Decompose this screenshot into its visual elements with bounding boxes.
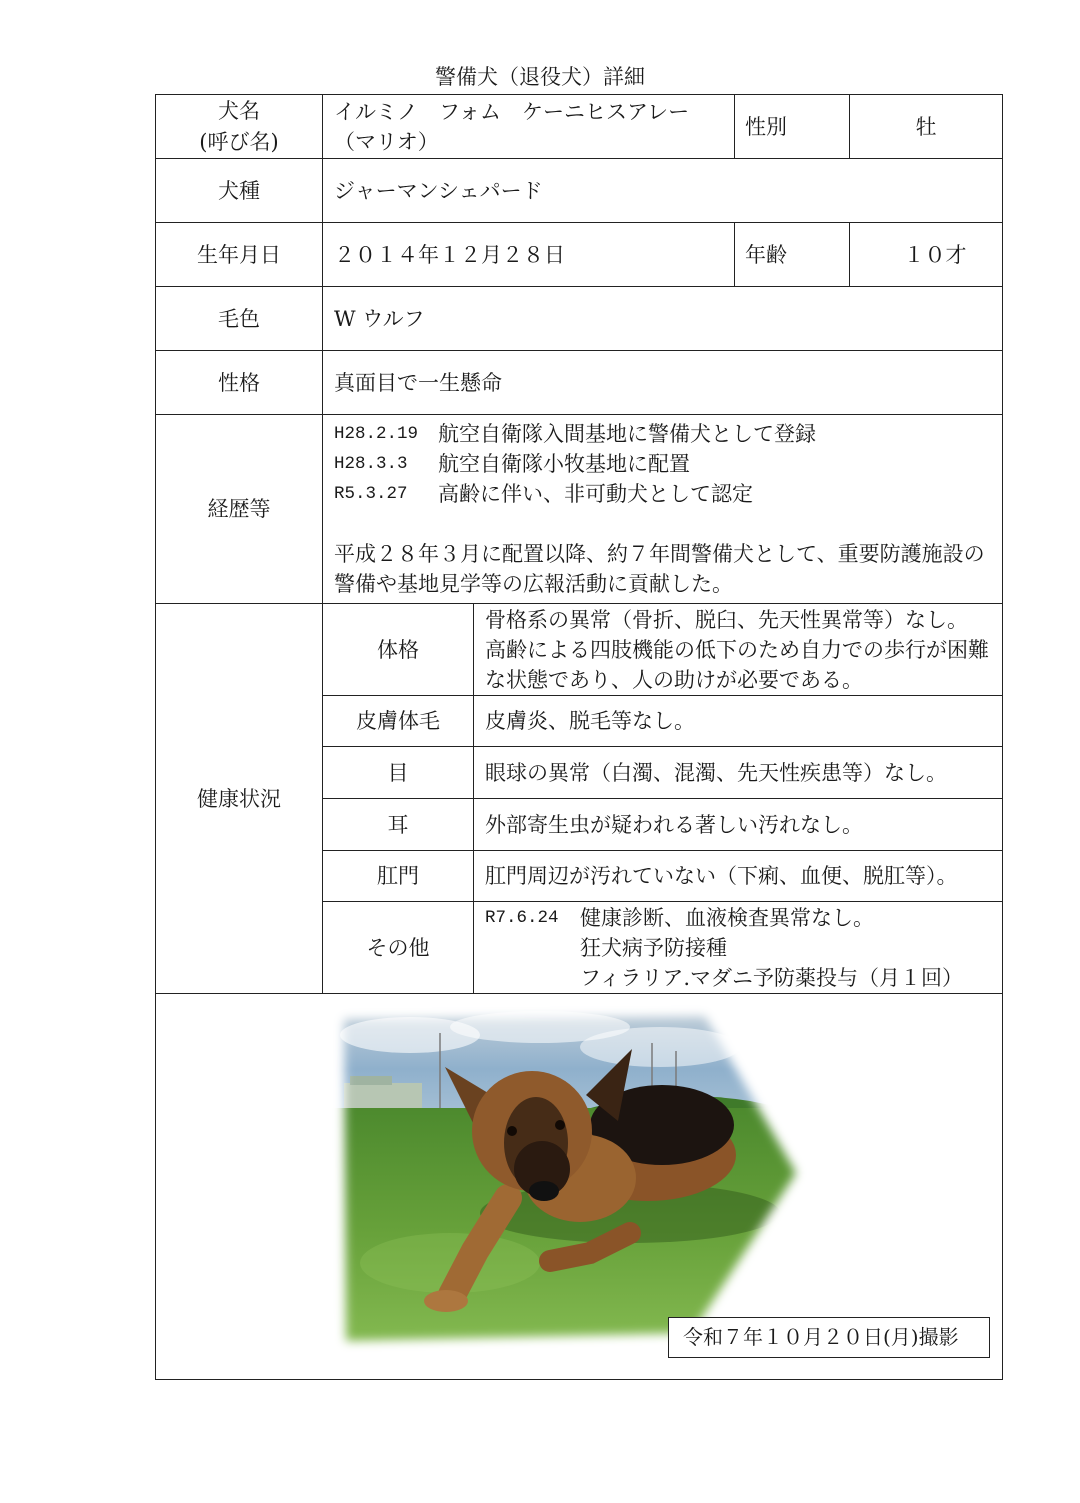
dog-eye bbox=[507, 1126, 517, 1136]
history-entry-text: 高齢に伴い、非可動犬として認定 bbox=[438, 482, 753, 506]
age-value: １０才 bbox=[903, 242, 967, 267]
health-physique-line: な状態であり、人の助けが必要である。 bbox=[485, 667, 863, 692]
health-other-line: フィラリア.マダニ予防薬投与（月１回） bbox=[580, 965, 963, 990]
health-skin-value: 皮膚炎、脱毛等なし。 bbox=[485, 709, 695, 733]
health-skin-label: 皮膚体毛 bbox=[356, 709, 440, 733]
history-entry bbox=[334, 419, 816, 449]
breed-label-cell bbox=[155, 158, 323, 223]
health-item-label-cell bbox=[322, 695, 474, 747]
registered-name: イルミノ フォム ケーニヒスアレー bbox=[334, 99, 690, 124]
health-other-line bbox=[485, 903, 874, 933]
history-entry-date: R5.3.27 bbox=[334, 484, 408, 504]
breed-value: ジャーマンシェパード bbox=[334, 178, 543, 203]
birthdate-label: 生年月日 bbox=[197, 242, 281, 267]
coat-color-value-cell bbox=[322, 286, 1003, 351]
health-item-value-cell bbox=[473, 603, 1003, 696]
dog-nose bbox=[529, 1181, 559, 1201]
history-entry bbox=[334, 479, 753, 509]
temperament-value: 真面目で一生懸命 bbox=[334, 370, 502, 395]
sex-value: 牡 bbox=[915, 114, 937, 139]
health-item-value-cell bbox=[473, 850, 1003, 902]
health-other-line: 狂犬病予防接種 bbox=[580, 935, 727, 960]
name-value-cell bbox=[322, 94, 735, 159]
health-item-label-cell bbox=[322, 746, 474, 799]
health-other-label: その他 bbox=[366, 935, 430, 960]
health-label-cell bbox=[155, 603, 323, 994]
history-entry-text: 航空自衛隊小牧基地に配置 bbox=[438, 452, 690, 476]
health-physique-line: 骨格系の異常（骨折、脱臼、先天性異常等）なし。 bbox=[485, 607, 968, 632]
photo-caption: 令和７年１０月２０日(月)撮影 bbox=[668, 1317, 990, 1358]
health-ears-label: 耳 bbox=[387, 812, 409, 837]
dog-photo bbox=[330, 1003, 810, 1353]
birthdate-label-cell bbox=[155, 222, 323, 287]
history-summary-line: 平成２８年３月に配置以降、約７年間警備犬として、重要防護施設の bbox=[334, 542, 985, 566]
age-value-cell bbox=[849, 222, 1003, 287]
history-value-cell bbox=[322, 414, 1003, 604]
history-label: 経歴等 bbox=[207, 497, 271, 521]
sex-label-cell bbox=[734, 94, 850, 159]
age-label-cell bbox=[734, 222, 850, 287]
history-label-cell bbox=[155, 414, 323, 604]
history-entry bbox=[334, 449, 690, 479]
history-entry-date: H28.2.19 bbox=[334, 424, 419, 444]
temperament-label: 性格 bbox=[218, 370, 260, 395]
call-name: （マリオ） bbox=[334, 129, 439, 154]
birthdate-value: ２０１４年１２月２８日 bbox=[334, 242, 565, 267]
history-entry-text: 航空自衛隊入間基地に警備犬として登録 bbox=[438, 422, 816, 446]
health-item-value-cell bbox=[473, 901, 1003, 994]
coat-color-value: W ウルフ bbox=[334, 306, 425, 331]
name-label-cell bbox=[155, 94, 323, 159]
dog-paw bbox=[424, 1290, 468, 1312]
health-eyes-value: 眼球の異常（白濁、混濁、先天性疾患等）なし。 bbox=[485, 760, 947, 785]
sex-label: 性別 bbox=[745, 114, 787, 139]
history-entry-date: H28.3.3 bbox=[334, 454, 408, 474]
health-anus-value: 肛門周辺が汚れていない（下痢、血便、脱肛等）。 bbox=[485, 864, 958, 888]
dog-eye bbox=[555, 1120, 565, 1130]
health-anus-label: 肛門 bbox=[377, 864, 419, 888]
health-item-value-cell bbox=[473, 746, 1003, 799]
name-label-sub: (呼び名) bbox=[199, 129, 279, 154]
cloud bbox=[580, 1027, 740, 1067]
health-label: 健康状況 bbox=[197, 786, 281, 811]
photo-scene bbox=[330, 1003, 810, 1353]
coat-color-label-cell bbox=[155, 286, 323, 351]
breed-value-cell bbox=[322, 158, 1003, 223]
building-roof bbox=[350, 1076, 392, 1085]
name-label: 犬名 bbox=[218, 98, 260, 123]
temperament-value-cell bbox=[322, 350, 1003, 415]
health-ears-value: 外部寄生虫が疑われる著しい汚れなし。 bbox=[485, 812, 863, 837]
health-physique-label: 体格 bbox=[377, 637, 419, 662]
health-item-label-cell bbox=[322, 850, 474, 902]
temperament-label-cell bbox=[155, 350, 323, 415]
birthdate-value-cell bbox=[322, 222, 735, 287]
age-label: 年齢 bbox=[745, 242, 787, 267]
history-summary-line: 警備や基地見学等の広報活動に貢献した。 bbox=[334, 572, 733, 596]
health-item-label-cell bbox=[322, 603, 474, 696]
health-eyes-label: 目 bbox=[387, 760, 409, 785]
health-other-date: R7.6.24 bbox=[485, 907, 559, 928]
health-item-label-cell bbox=[322, 901, 474, 994]
document-title: 警備犬（退役犬）詳細 bbox=[435, 65, 645, 89]
health-item-value-cell bbox=[473, 798, 1003, 851]
health-item-label-cell bbox=[322, 798, 474, 851]
breed-label: 犬種 bbox=[218, 178, 260, 203]
sex-value-cell bbox=[849, 94, 1003, 159]
coat-color-label: 毛色 bbox=[218, 306, 260, 331]
health-other-text: 健康診断、血液検査異常なし。 bbox=[580, 905, 874, 930]
health-physique-line: 高齢による四肢機能の低下のため自力での歩行が困難 bbox=[485, 637, 989, 662]
health-item-value-cell bbox=[473, 695, 1003, 747]
